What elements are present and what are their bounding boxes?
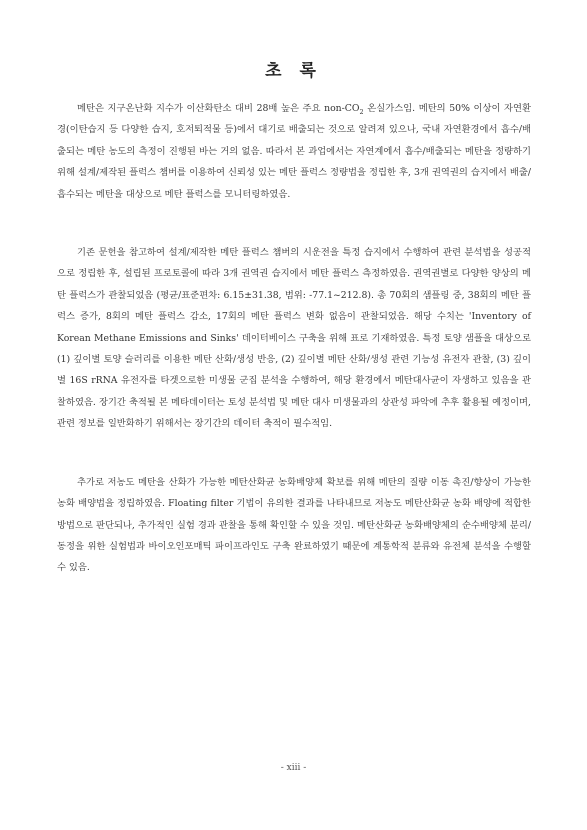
paragraph-1-text-a: 메탄은 지구온난화 지수가 이산화탄소 대비 28배 높은 주요 non-CO <box>77 103 360 114</box>
page-title: 초 록 <box>265 61 322 81</box>
paragraph-1-text-b: 온실가스임. 메탄의 50% 이상이 자연환경(이탄습지 등 다양한 습지, 호저퇴적물 등)에서 대기로 배출되는 것으로 알려져 있으나, 국내 자연환경에서 흡수/배출되는 메탄 농도의 측정이 진행된 바는 거의 없음. 따라서 본 과업에서는 자연계에서 흡수/배출되는 메탄을 정량하기 위해 설계/제작된 플럭스 챔버를 이용하여 신뢰성 있는 메탄 플럭스 정량법을 정립한 후, 3개 권역권의 습지에서 배출/흡수되는 메탄을 대상으로 메탄 플럭스를 모니터링하였음. <box>57 103 531 200</box>
paragraph-1 <box>57 98 531 205</box>
paragraph-2: 기존 문헌을 참고하여 설계/제작한 메탄 플럭스 챔버의 시운전을 특정 습지에서 수행하여 관련 분석법을 성공적으로 정립한 후, 설립된 프로토콜에 따라 3개 권역권 습지에서 메탄 플럭스 측정하였음. 권역권별로 다양한 양상의 메탄 플럭스가 관찰되었음 (평균/표준편차: 6.15±31.38, 범위: -77.1~212.8). 총 70회의 샘플링 중, 38회의 메탄 플럭스 증가, 8회의 메탄 플럭스 감소, 17회의 메탄 플럭스 변화 없음이 관찰되었음. 해당 수치는 'Inventory of Korean Methane Emissions and Sinks' 데이터베이스 구축을 위해 표로 기재하였음. 특정 토양 샘플을 대상으로 (1) 깊이별 토양 슬러리를 이용한 메탄 산화/생성 반응, (2) 깊이별 메탄 산화/생성 관련 기능성 유전자 관찰, (3) 깊이별 16S rRNA 유전자를 타겟으로한 미생물 군집 분석을 수행하여, 해당 환경에서 메탄대사균이 자생하고 있음을 관찰하였음. 장기간 축적될 본 메타데이터는 토성 분석법 및 메탄 대사 미생물과의 상관성 파악에 추후 활용될 예정이며, 관련 정보를 일반화하기 위해서는 장기간의 데이터 축적이 필수적임. <box>57 247 531 430</box>
abstract-body <box>57 98 531 616</box>
paragraph-3: 추가로 저농도 메탄을 산화가 가능한 메탄산화균 농화배양체 확보를 위해 메탄의 질량 이동 촉진/향상이 가능한 농화 배양법을 정립하였음. Floating filter 기법이 유의한 결과를 나타내므로 저농도 메탄산화균 농화 배양에 적합한 방법으로 판단되나, 추가적인 실험 경과 관찰을 통해 확인할 수 있을 것임. 메탄산화균 농화배양체의 순수배양체 분리/동정을 위한 실험법과 바이오인포매틱 파이프라인도 구축 완료하였기 때문에 계통학적 분류와 유전체 분석을 수행할 수 있음. <box>57 476 531 574</box>
page-number: - xiii - <box>280 763 307 773</box>
co2-subscript: 2 <box>359 107 364 116</box>
